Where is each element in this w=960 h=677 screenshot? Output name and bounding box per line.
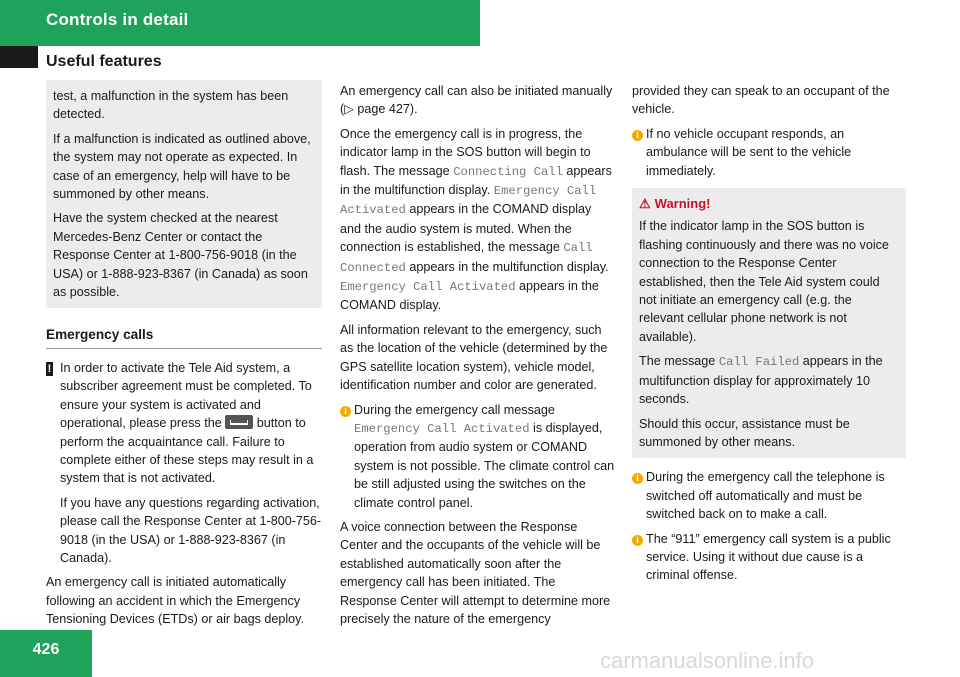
manual-call-paragraph: An emergency call can also be initiated manually (▷ page 427). bbox=[340, 84, 613, 117]
info-note: i During the emergency call the telephone is switched off automatically and must be switched back on to make a call. bbox=[632, 468, 906, 523]
page-number: 426 bbox=[32, 641, 60, 658]
display-message: Emergency Call Activated bbox=[340, 184, 597, 218]
exclamation-icon: ! bbox=[47, 362, 52, 375]
activation-note: ! In order to activate the Tele Aid system, a subscriber agreement must be completed. To ensure your system is activated and operational, please press the button to perform the acquaintance call. Failure to complete either of these steps may result in a system that is not activated. If you have any questions regarding activation, please call the Response Center at 1-800-756-9018 (in the USA) or 1-888-923-8367 (in Canada). bbox=[46, 359, 322, 567]
display-message: Call Connected bbox=[340, 241, 593, 275]
display-message: Call Failed bbox=[718, 355, 800, 370]
continuation-paragraph: provided they can speak to an occupant of the vehicle. bbox=[632, 84, 890, 117]
info-note: i If no vehicle occupant responds, an ambulance will be sent to the vehicle immediately. bbox=[632, 125, 906, 180]
activation-help: If you have any questions regarding activation, please call the Response Center at 1-800-756-9018 (in the USA) or 1-888-923-8367 (in Canada). bbox=[60, 495, 322, 565]
warning-triangle-icon: ⚠ bbox=[639, 196, 651, 212]
display-message: Connecting Call bbox=[453, 164, 563, 179]
section-title: Useful features bbox=[46, 53, 162, 70]
column-2 bbox=[340, 82, 615, 634]
chapter-title: Controls in detail bbox=[46, 10, 189, 29]
info-note: i During the emergency call message Emergency Call Activated is displayed, operation from audio system or COMAND system is not possible. The climate control can be still adjusted using the switches on the climate control panel. bbox=[340, 401, 615, 512]
phone-button-icon bbox=[225, 415, 253, 429]
warning-text: The message Call Failed appears in the multifunction display for approximately 10 seconds. bbox=[639, 354, 883, 407]
malfunction-box bbox=[46, 80, 322, 308]
column-1 bbox=[46, 80, 322, 635]
emergency-calls-heading: Emergency calls bbox=[46, 326, 322, 348]
box-text: test, a malfunction in the system has been detected. bbox=[53, 89, 289, 122]
column-3 bbox=[632, 82, 906, 591]
info-icon: i bbox=[632, 535, 643, 546]
box-text: Have the system checked at the nearest Mercedes-Benz Center or contact the Response Center at 1-800-756-9018 (in the USA) or 1-888-923-8367 (in Canada) as soon as possible. bbox=[53, 211, 308, 300]
warning-box bbox=[632, 188, 906, 458]
info-icon: i bbox=[340, 406, 351, 417]
info-icon: i bbox=[632, 473, 643, 484]
call-progress-paragraph: Once the emergency call is in progress, the indicator lamp in the SOS button will begin to flash. The message Connecting Call appears in the multifunction display. Emergency Call Activated appears in the COMAND display and the audio system is muted. When the connection is established, the message Call Connected appears in the multifunction display. Emergency Call Activated appears in the COMAND display. bbox=[340, 126, 612, 313]
warning-text: Should this occur, assistance must be summoned by other means. bbox=[639, 416, 850, 449]
box-text: If a malfunction is indicated as outlined above, the system may not operate as expected. In case of an emergency, help will have to be summoned by other means. bbox=[53, 131, 311, 202]
information-paragraph: All information relevant to the emergency, such as the location of the vehicle (determined by the GPS satellite location system), vehicle model, identification number and color are generated. bbox=[340, 322, 608, 393]
warning-heading: ⚠ Warning! bbox=[639, 196, 711, 212]
display-message: Emergency Call Activated bbox=[354, 421, 530, 436]
watermark: carmanualsonline.info bbox=[600, 648, 815, 673]
voice-connection-paragraph: A voice connection between the Response Center and the occupants of the vehicle will be established automatically soon after the emergency call has been initiated. The Response Center will attempt to determine more precisely the nature of the emergency bbox=[340, 519, 611, 626]
section-marker bbox=[0, 46, 38, 68]
warning-text: If the indicator lamp in the SOS button is flashing continuously and there was no voice connection to the Response Center established, then the Tele Aid system could not initiate an emergency call (e.g. the relevant cellular phone network is not available). bbox=[639, 219, 889, 344]
info-icon: i bbox=[632, 130, 643, 141]
display-message: Emergency Call Activated bbox=[340, 280, 516, 295]
auto-call-paragraph: An emergency call is initiated automatically following an accident in which the Emergency Tensioning Devices (ETDs) or air bags deploy. bbox=[46, 575, 305, 627]
info-note: i The “911” emergency call system is a public service. Using it without due cause is a criminal offense. bbox=[632, 530, 906, 585]
